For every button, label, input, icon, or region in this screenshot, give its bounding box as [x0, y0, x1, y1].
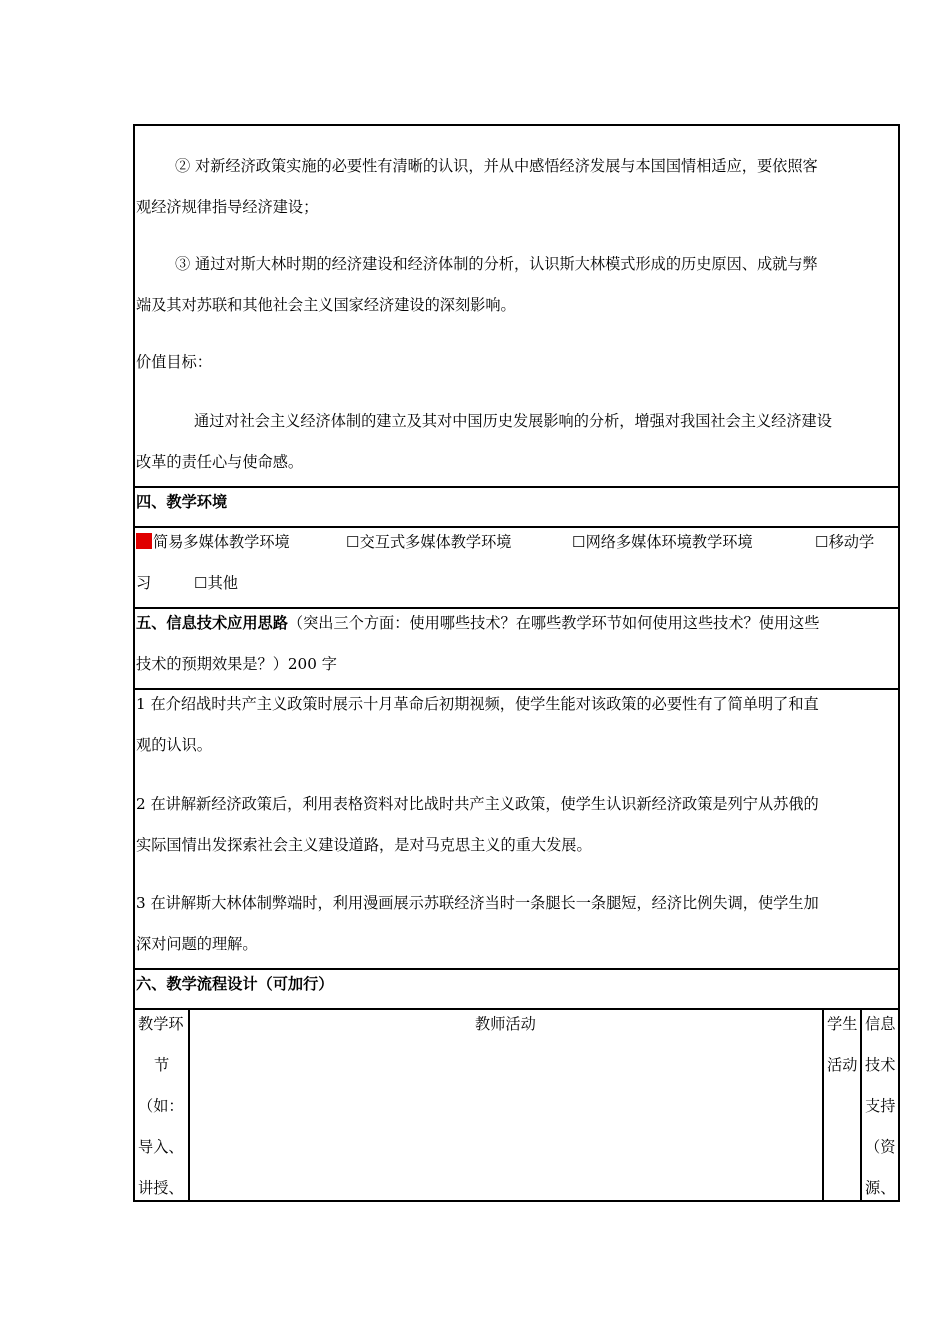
flow-col-stage-line: 教学环 [138, 1015, 184, 1033]
tech-item-1-line1: 1 在介绍战时共产主义政策时展示十月革命后初期视频，使学生能对该政策的必要性有了简单明了和直 [136, 695, 819, 713]
flow-col-student-line: 学生 [827, 1015, 858, 1033]
divider [135, 968, 898, 970]
value-goal-label: 价值目标： [136, 353, 212, 371]
flow-col-it-line: （资 [865, 1138, 896, 1156]
section5-heading [136, 613, 819, 633]
env-option-mobile-learning[interactable]: ☐移动学 [815, 533, 875, 551]
section4-heading: 四、教学环境 [136, 493, 228, 511]
flow-col-student-line: 活动 [827, 1056, 858, 1074]
env-option-simple-multimedia[interactable] [136, 532, 290, 552]
flow-col-it-line: 源、 [865, 1179, 896, 1197]
env-option-simple-label: 简易多媒体教学环境 [153, 533, 290, 551]
section5-heading-title: 五、信息技术应用思路 [136, 614, 288, 632]
objective-2-line2: 观经济规律指导经济建设； [136, 198, 319, 216]
tech-item-3-line2: 深对问题的理解。 [136, 935, 258, 953]
tech-item-2-line2: 实际国情出发探索社会主义建设道路，是对马克思主义的重大发展。 [136, 836, 592, 854]
flow-col-stage-line: 讲授、 [138, 1179, 184, 1197]
tech-item-1-line2: 观的认识。 [136, 736, 212, 754]
flow-col-stage-line: （如： [138, 1097, 184, 1115]
env-option-mobile-learning-cont: 习 [136, 574, 152, 592]
divider [135, 526, 898, 528]
env-option-other[interactable]: ☐其他 [194, 574, 238, 592]
value-goal-line2: 改革的责任心与使命感。 [136, 453, 304, 471]
flow-col-stage-line: 节 [154, 1056, 170, 1074]
section6-heading: 六、教学流程设计（可加行） [136, 975, 334, 993]
section5-heading-note: （突出三个方面：使用哪些技术？在哪些教学环节如何使用这些技术？使用这些 [287, 614, 820, 632]
document-table [133, 124, 900, 1202]
divider [135, 486, 898, 488]
divider [135, 607, 898, 609]
flow-col-it-line: 技术 [865, 1056, 896, 1074]
divider [135, 1008, 898, 1010]
flow-col-it-line: 信息 [865, 1015, 896, 1033]
objective-2-line1: ② 对新经济政策实施的必要性有清晰的认识，并从中感悟经济发展与本国国情相适应，要依照客 [175, 157, 818, 175]
objective-3-line1: ③ 通过对斯大林时期的经济建设和经济体制的分析，认识斯大林模式形成的历史原因、成就与弊 [175, 255, 818, 273]
env-option-interactive-multimedia[interactable]: ☐交互式多媒体教学环境 [346, 533, 512, 551]
divider [135, 688, 898, 690]
tech-item-2-line1: 2 在讲解新经济政策后，利用表格资料对比战时共产主义政策，使学生认识新经济政策是列宁从苏俄的 [136, 795, 819, 813]
flow-col-teacher-activity: 教师活动 [475, 1015, 536, 1033]
objective-3-line2: 端及其对苏联和其他社会主义国家经济建设的深刻影响。 [136, 296, 516, 314]
flow-col-stage-line: 导入、 [138, 1138, 184, 1156]
value-goal-line1: 通过对社会主义经济体制的建立及其对中国历史发展影响的分析，增强对我国社会主义经济建设 [194, 412, 832, 430]
checked-checkbox-icon[interactable] [136, 533, 152, 549]
flow-col-it-line: 支持 [865, 1097, 896, 1115]
column-divider [188, 1009, 190, 1202]
column-divider [860, 1009, 862, 1202]
env-option-network-multimedia[interactable]: ☐网络多媒体环境教学环境 [572, 533, 753, 551]
section5-heading-line2: 技术的预期效果是？）200 字 [136, 655, 337, 673]
column-divider [822, 1009, 824, 1202]
tech-item-3-line1: 3 在讲解斯大林体制弊端时，利用漫画展示苏联经济当时一条腿长一条腿短，经济比例失调，使学生加 [136, 894, 819, 912]
